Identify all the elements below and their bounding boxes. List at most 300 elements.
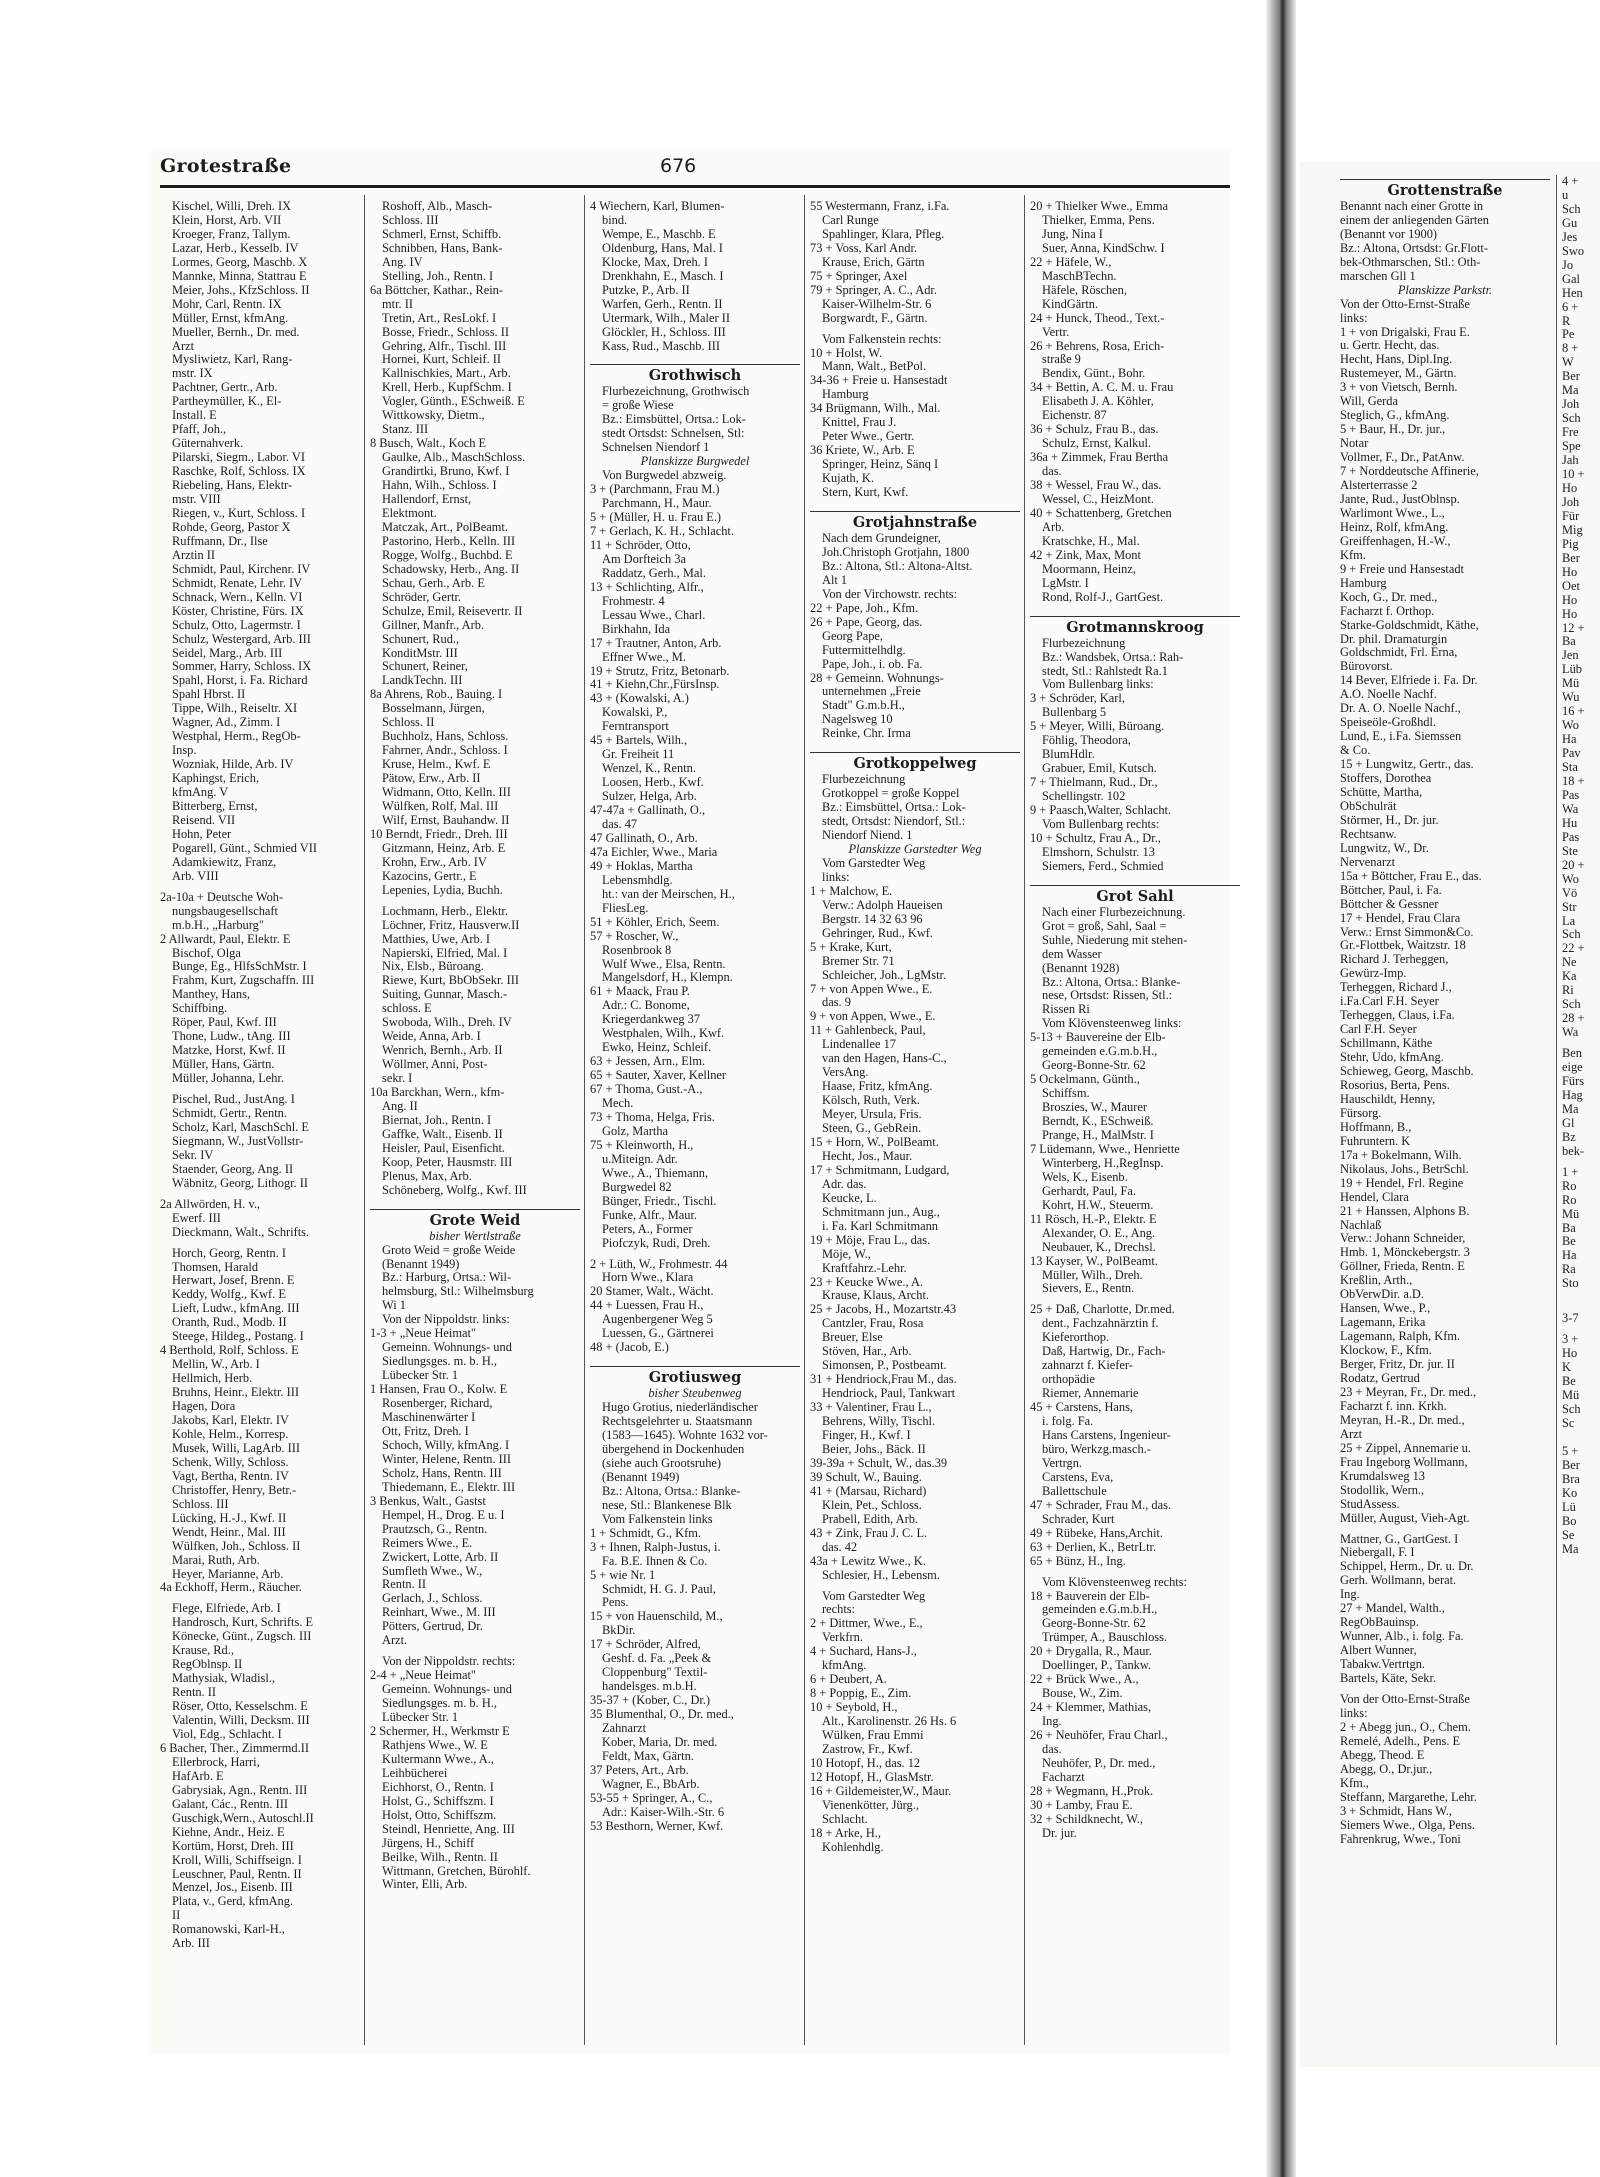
page-header — [160, 155, 1230, 188]
directory-entry: u. Gertr. Hecht, das. — [1340, 339, 1440, 353]
directory-entry: Arzt — [172, 339, 195, 353]
directory-entry: 35 Blumenthal, O., Dr. med., — [590, 1708, 734, 1722]
directory-entry: Winter, Helene, Rentn. III — [382, 1452, 512, 1466]
directory-entry: 24 + Klemmer, Mathias, — [1030, 1701, 1152, 1715]
directory-entry: Reinhart, Wwe., M. III — [382, 1606, 496, 1620]
directory-entry: Guschigk,Wern., Autoschl.II — [172, 1811, 314, 1825]
directory-entry: ht.: van der Meirschen, H., — [602, 887, 735, 901]
directory-entry: Lungwitz, W., Dr. — [1340, 841, 1429, 855]
directory-entry: 1 + — [1562, 1165, 1579, 1179]
directory-entry: Pig — [1562, 537, 1579, 551]
directory-entry: 65 + Sauter, Xaver, Kellner — [590, 1069, 727, 1083]
directory-entry: Ste — [1562, 844, 1578, 858]
directory-entry: Vom Klövensteenweg rechts: — [1042, 1575, 1187, 1589]
directory-entry: Schmitmann jun., Aug., — [822, 1205, 940, 1219]
directory-entry: Mattner, G., GartGest. I — [1340, 1532, 1459, 1546]
directory-entry: Wagner, Ad., Zimm. I — [172, 716, 281, 730]
directory-entry: Gitzmann, Heinz, Arb. E — [382, 841, 506, 855]
directory-entry: 28 + Gemeinn. Wohnungs- — [810, 671, 944, 685]
directory-entry: stedt, Ortsdst: Niendorf, Stl.: — [822, 815, 966, 829]
directory-entry: Bullenbarg 5 — [1042, 706, 1107, 720]
section-rule — [1030, 885, 1240, 886]
directory-entry: Riewe, Kurt, BbObSekr. III — [382, 974, 519, 988]
directory-entry: Carl F.H. Seyer — [1340, 1023, 1417, 1037]
directory-entry: Stern, Kurt, Kwf. — [822, 486, 909, 500]
directory-entry: Pätow, Erw., Arb. II — [382, 772, 481, 786]
directory-entry: La — [1562, 914, 1576, 928]
directory-entry: Carstens, Eva, — [1042, 1470, 1114, 1484]
directory-entry: 16 + Gildemeister,W., Maur. — [810, 1784, 952, 1798]
directory-entry: Matthies, Uwe, Arb. I — [382, 932, 491, 946]
directory-entry: 17 + Trautner, Anton, Arb. — [590, 636, 722, 650]
directory-entry: 2 Allwardt, Paul, Elektr. E — [160, 932, 291, 946]
directory-entry: Sch — [1562, 998, 1581, 1012]
directory-entry: Ho — [1562, 593, 1578, 607]
directory-entry: Steege, Hildeg., Postang. I — [172, 1330, 304, 1344]
directory-entry: Schrader, Kurt — [1042, 1512, 1115, 1526]
directory-entry: 30 + Lamby, Frau E. — [1030, 1798, 1133, 1812]
directory-entry: Daß, Hartwig, Dr., Fach- — [1042, 1345, 1166, 1359]
directory-entry: Hecht, Jos., Maur. — [822, 1149, 913, 1163]
directory-entry: Wwe., A., Thiemann, — [602, 1166, 709, 1180]
directory-entry: Zastrow, Fr., Kwf. — [822, 1742, 913, 1756]
directory-entry: Schmidt, Paul, Kirchenr. IV — [172, 562, 311, 576]
directory-entry: Lieft, Ludw., kfmAng. III — [172, 1302, 300, 1316]
directory-entry: Sc — [1562, 1416, 1575, 1430]
directory-entry: 20 + Drygalla, R., Maur. — [1030, 1645, 1152, 1659]
directory-entry: Carl Runge — [822, 213, 879, 227]
directory-entry: Bz.: Eimsbüttel, Ortsa.: Lok- — [822, 801, 966, 815]
directory-entry: Augenbergener Weg 5 — [602, 1313, 713, 1327]
directory-entry: Georg-Bonne-Str. 62 — [1042, 1059, 1146, 1073]
directory-entry: Westphal, Herm., RegOb- — [172, 730, 301, 744]
directory-entry: 18 + — [1562, 774, 1585, 788]
directory-entry: bind. — [602, 213, 628, 227]
directory-entry: 47 Gallinath, O., Arb. — [590, 831, 698, 845]
directory-entry: Grotkoppel = große Koppel — [822, 787, 960, 801]
directory-entry: Elisabeth J. A. Köhler, — [1042, 395, 1154, 409]
directory-entry: Rentn. II — [382, 1578, 427, 1592]
directory-entry: Jen — [1562, 649, 1579, 663]
directory-entry: Grandirtki, Bruno, Kwf. I — [382, 465, 510, 479]
directory-entry: Schütte, Martha, — [1340, 785, 1423, 799]
blank-line — [1340, 1686, 1550, 1693]
directory-entry: 2-4 + „Neue Heimat" — [370, 1669, 476, 1683]
directory-entry: Be — [1562, 1375, 1576, 1389]
directory-entry: Arzt — [1340, 1427, 1363, 1441]
directory-entry: Goldschmidt, Frl. Erna, — [1340, 646, 1458, 660]
blank-line — [1340, 1526, 1550, 1533]
directory-entry: Dieckmann, Walt., Schrifts. — [172, 1225, 310, 1239]
blank-line — [810, 326, 1020, 333]
directory-entry: Stodollik, Wern., — [1340, 1483, 1425, 1497]
directory-entry: Swoboda, Wilh., Dreh. IV — [382, 1016, 512, 1030]
directory-entry: Riebeling, Hans, Elektr- — [172, 479, 293, 493]
street-section-title: Grothwisch — [648, 367, 742, 385]
directory-entry: Schulz, Ernst, Kalkul. — [1042, 437, 1152, 451]
directory-entry: Hamburg — [822, 388, 869, 402]
directory-entry: K — [1562, 1361, 1571, 1375]
directory-entry: Haase, Fritz, kfmAng. — [822, 1080, 933, 1094]
directory-entry: 73 + Thoma, Helga, Fris. — [590, 1111, 715, 1124]
directory-entry: 24 + Hunck, Theod., Text.- — [1030, 311, 1165, 325]
directory-entry: 63 + Derlien, K., BetrLtr. — [1030, 1540, 1157, 1554]
directory-entry: II — [172, 1909, 181, 1923]
directory-entry: Ro — [1562, 1193, 1577, 1207]
directory-entry: Adamkiewitz, Franz, — [172, 855, 277, 869]
directory-entry: FliesLeg. — [602, 901, 649, 915]
directory-entry: Sievers, E., Rentn. — [1042, 1282, 1135, 1296]
directory-entry: Gabrysiak, Agn., Rentn. III — [172, 1783, 308, 1797]
street-section-title: Grot Sahl — [1096, 887, 1174, 905]
directory-entry: Valentin, Willi, Decksm. III — [172, 1714, 310, 1728]
directory-entry: Gemeinn. Wohnungs- und — [382, 1683, 512, 1697]
directory-entry: Lochmann, Herb., Elektr. — [382, 904, 508, 918]
directory-entry: Handrosch, Kurt, Schrifts. E — [172, 1616, 314, 1630]
directory-entry: 25 + Zippel, Annemarie u. — [1340, 1441, 1471, 1455]
directory-entry: Gl — [1562, 1116, 1575, 1130]
directory-entry: KonditMstr. III — [382, 646, 458, 660]
directory-entry: Breuer, Else — [822, 1331, 883, 1345]
directory-entry: Ewerf. III — [172, 1211, 221, 1225]
directory-entry: Moormann, Heinz, — [1042, 562, 1136, 576]
directory-entry: Jante, Rud., JustOblnsp. — [1340, 492, 1460, 506]
directory-entry: Sch — [1562, 1403, 1581, 1417]
directory-entry: Jürgens, H., Schiff — [382, 1836, 475, 1850]
directory-entry: Burgwedel 82 — [602, 1180, 672, 1194]
directory-entry: Vom Falkenstein links — [602, 1512, 713, 1526]
directory-entry: Ferntransport — [602, 720, 669, 734]
directory-entry: mtr. II — [382, 297, 413, 311]
directory-entry: Klein, Horst, Arb. VII — [172, 213, 282, 227]
directory-entry: Neuhöfer, P., Dr. med., — [1042, 1756, 1156, 1770]
directory-entry: Musek, Willi, LagArb. III — [172, 1441, 300, 1455]
directory-entry: Bendix, Günt., Bohr. — [1042, 367, 1146, 381]
directory-entry: 27 + Mandel, Walth., — [1340, 1602, 1445, 1616]
directory-entry: Alsterterrasse 2 — [1340, 479, 1418, 493]
directory-entry: Holst, G., Schiffszm. I — [382, 1794, 494, 1808]
directory-entry: Rosorius, Berta, Pens. — [1340, 1079, 1450, 1092]
directory-entry: 2 + Abegg jun., O., Chem. — [1340, 1720, 1471, 1734]
directory-entry: 19 + Hendel, Frl. Regine — [1340, 1176, 1464, 1190]
directory-entry: 5 + — [1562, 1444, 1579, 1458]
directory-entry: Krause, Klaus, Archt. — [822, 1289, 930, 1303]
directory-entry: Güternahverk. — [172, 437, 244, 451]
directory-entry: Holst, Otto, Schiffszm. — [382, 1808, 497, 1822]
directory-entry: Prange, H., MalMstr. I — [1042, 1129, 1154, 1142]
directory-entry: 2a-10a + Deutsche Woh- — [160, 890, 284, 904]
directory-entry: Prautzsch, G., Rentn. — [382, 1522, 488, 1536]
directory-entry: 15 + von Hauenschild, M., — [590, 1610, 723, 1624]
directory-entry: Kowalski, P., — [602, 706, 668, 720]
directory-entry: Vom Bullenbarg rechts: — [1042, 817, 1160, 831]
directory-entry: Notar — [1340, 437, 1369, 451]
directory-entry: Parchmann, H., Maur. — [602, 497, 712, 511]
directory-entry: Drenkhahn, E., Masch. I — [602, 269, 724, 283]
directory-entry: Ing. — [1340, 1588, 1360, 1602]
blank-line — [370, 1198, 580, 1205]
directory-entry: 9 + von Appen, Wwe., E. — [810, 1010, 936, 1024]
directory-entry: Ka — [1562, 970, 1577, 984]
directory-entry: Bruhns, Heinr., Elektr. III — [172, 1386, 299, 1400]
directory-entry: i.Fa.Carl F.H. Seyer — [1340, 995, 1439, 1009]
directory-entry: 7 + Norddeutsche Affinerie, — [1340, 465, 1479, 479]
directory-entry: 5 + (Müller, H. u. Frau E.) — [590, 511, 722, 525]
directory-entry: Manthey, Hans, — [172, 988, 250, 1002]
directory-entry: 10 + Schultz, Frau A., Dr., — [1030, 831, 1161, 845]
directory-entry: Bz.: Altona, Ortsdst: Gr.Flott- — [1340, 241, 1489, 255]
directory-entry: 23 + Keucke Wwe., A. — [810, 1275, 924, 1289]
directory-entry: Nachlaß — [1340, 1218, 1382, 1232]
directory-entry: Klockow, F., Kfm. — [1340, 1344, 1432, 1358]
directory-entry: Greiffenhagen, H.-W., — [1340, 534, 1451, 548]
directory-entry: Schadowsky, Herb., Ang. II — [382, 562, 520, 576]
directory-entry: 8a Ahrens, Rob., Bauing. I — [370, 688, 503, 702]
directory-entry: 36 Kriete, W., Arb. E — [810, 444, 915, 458]
directory-entry: Warlimont Wwe., L., — [1340, 506, 1445, 520]
directory-entry: Facharzt — [1042, 1770, 1085, 1784]
directory-entry: Borgwardt, F., Gärtn. — [822, 311, 928, 325]
directory-entry: 45 + Bartels, Wilh., — [590, 734, 688, 748]
directory-entry: Fuhruntern. K — [1340, 1134, 1411, 1148]
directory-entry: Berndt, K., ESchweiß. — [1042, 1115, 1154, 1129]
directory-entry: Krause, Erich, Gärtn — [822, 255, 925, 269]
directory-entry: Stelling, Joh., Rentn. I — [382, 269, 494, 283]
directory-entry: Bünger, Friedr., Tischl. — [602, 1194, 717, 1208]
blank-line — [810, 500, 1020, 507]
directory-entry: 19 + Möje, Frau L., das. — [810, 1233, 931, 1247]
directory-entry: Schillmann, Käthe — [1340, 1037, 1433, 1051]
directory-entry: 73 + Voss, Karl Andr. — [810, 241, 918, 255]
directory-entry: 67 + Thoma, Gust.-A., — [590, 1083, 703, 1097]
directory-entry: Arb. VIII — [172, 869, 219, 883]
directory-entry: 9 + Freie und Hansestadt — [1340, 562, 1464, 576]
directory-entry: Kohlenhdlg. — [822, 1840, 884, 1854]
directory-entry: Schmidt, Renate, Lehr. IV — [172, 576, 303, 590]
directory-entry: Bartels, Käte, Sekr. — [1340, 1672, 1437, 1686]
directory-entry: Schulz, Westergard, Arb. III — [172, 632, 311, 646]
directory-entry: 3 + Ihnen, Ralph-Justus, i. — [590, 1540, 721, 1554]
directory-entry: das. — [1042, 465, 1062, 479]
directory-entry: Stoffers, Dorothea — [1340, 772, 1432, 786]
directory-entry: Luessen, G., Gärtnerei — [602, 1327, 714, 1341]
directory-entry: Utermark, Wilh., Maler II — [602, 311, 730, 325]
directory-entry: Wu — [1562, 691, 1580, 705]
directory-entry: Rathjens Wwe., W. E — [382, 1738, 488, 1752]
blank-line — [810, 1583, 1020, 1590]
directory-entry: (Benannt vor 1900) — [1340, 227, 1438, 241]
directory-entry: Heisler, Paul, Eisenficht. — [382, 1141, 506, 1155]
directory-entry: Hecht, Hans, Dipl.Ing. — [1340, 353, 1453, 367]
directory-entry: (Benannt 1949) — [602, 1470, 680, 1484]
directory-entry: Partheymüller, K., El- — [172, 395, 282, 409]
directory-entry: Wülfken, Rolf, Mal. III — [382, 799, 499, 813]
directory-entry: Ne — [1562, 956, 1577, 970]
directory-entry: Vogler, Günth., ESchweiß. E — [382, 395, 525, 409]
blank-line — [1562, 1040, 1600, 1047]
directory-entry: links: — [822, 870, 850, 884]
directory-entry: Lüb — [1562, 663, 1582, 677]
directory-entry: bek-Othmarschen, Stl.: Oth- — [1340, 255, 1481, 269]
directory-entry: Speiseöle-Großhdl. — [1340, 716, 1437, 730]
directory-entry: Frohmestr. 4 — [602, 594, 665, 608]
directory-entry: Ang. II — [382, 1100, 418, 1113]
directory-entry: 3 Benkus, Walt., Gastst — [370, 1494, 486, 1508]
directory-entry: 4 Berthold, Rolf, Schloss. E — [160, 1344, 299, 1358]
directory-entry: Bz.: Altona, Stl.: Altona-Altst. — [822, 559, 973, 573]
directory-entry: 44 + Luessen, Frau H., — [590, 1299, 704, 1313]
directory-entry: 25 + Daß, Charlotte, Dr.med. — [1030, 1303, 1175, 1317]
directory-entry: Schnelsen Niendorf 1 — [602, 441, 710, 455]
directory-entry: Von der Nippoldstr. links: — [382, 1313, 510, 1327]
directory-entry: Pav — [1562, 747, 1581, 761]
directory-entry: Scholz, Karl, MaschSchl. E — [172, 1120, 309, 1134]
directory-entry: 47a Eichler, Wwe., Maria — [590, 845, 718, 859]
directory-entry: Steindl, Henriette, Ang. III — [382, 1822, 515, 1836]
directory-entry: Frau Ingeborg Wollmann, — [1340, 1455, 1468, 1469]
directory-entry: Wi 1 — [382, 1299, 406, 1313]
directory-entry: straße 9 — [1042, 353, 1081, 367]
directory-entry: Kaphingst, Erich, — [172, 772, 260, 786]
directory-entry: 21 + Hanssen, Alphons B. — [1340, 1204, 1470, 1218]
directory-entry: Mysliwietz, Karl, Rang- — [172, 353, 293, 367]
directory-entry: Nagelsweg 10 — [822, 713, 893, 727]
directory-entry: 13 Kayser, W., PolBeamt. — [1030, 1254, 1158, 1268]
directory-entry: 22 + — [1562, 942, 1585, 956]
directory-entry: Rohde, Georg, Pastor X — [172, 520, 291, 534]
directory-entry: 6 Bacher, Ther., Zimmermd.II — [160, 1741, 309, 1755]
directory-entry: Sto — [1562, 1277, 1579, 1291]
directory-entry: Bra — [1562, 1472, 1580, 1486]
directory-entry: Hauschildt, Henny, — [1340, 1092, 1436, 1106]
directory-entry: 49 + Hoklas, Martha — [590, 859, 693, 873]
directory-entry: Warfen, Gerh., Rentn. II — [602, 297, 723, 311]
directory-entry: Marai, Ruth, Arb. — [172, 1553, 260, 1567]
directory-entry: 34 + Bettin, A. C. M. u. Frau — [1030, 381, 1174, 395]
directory-entry: Mü — [1562, 677, 1580, 691]
blank-line — [160, 1086, 360, 1093]
directory-entry: Raschke, Rolf, Schloss. IX — [172, 465, 306, 479]
section-note: bisher Wertlstraße — [429, 1228, 521, 1243]
directory-entry: Vö — [1562, 886, 1578, 900]
directory-entry: Suhle, Niederung mit stehen- — [1042, 933, 1188, 947]
directory-entry: i. folg. Fa. — [1042, 1415, 1094, 1429]
directory-entry: Keucke, L. — [822, 1191, 877, 1205]
column-3 — [590, 200, 800, 2050]
directory-entry: Glöckler, H., Schloss. III — [602, 325, 726, 339]
directory-entry: Mohr, Carl, Rentn. IX — [172, 297, 282, 311]
street-section-title: Grote Weid — [429, 1211, 521, 1229]
directory-entry: 34 Brügmann, Wilh., Mal. — [810, 402, 941, 416]
directory-entry: 22 + Häfele, W., — [1030, 255, 1112, 269]
directory-entry: Kortüm, Horst, Dreh. III — [172, 1839, 294, 1853]
directory-entry: stedt, Stl.: Rahlstedt Ra.1 — [1042, 664, 1168, 678]
directory-entry: Elmshorn, Schulstr. 13 — [1042, 845, 1155, 859]
directory-entry: Knittel, Frau J. — [822, 416, 897, 430]
directory-entry: Funke, Alfr., Maur. — [602, 1208, 697, 1222]
directory-entry: Schippel, Herm., Dr. u. Dr. — [1340, 1560, 1474, 1574]
directory-entry: 12 + — [1562, 621, 1585, 635]
directory-entry: 17 + Schröder, Alfred, — [590, 1638, 701, 1652]
directory-entry: 1 + Malchow, E. — [810, 884, 893, 898]
directory-entry: 43 + Zink, Frau J. C. L. — [810, 1526, 928, 1540]
blank-line — [1030, 1569, 1240, 1576]
directory-entry: Hendriock, Paul, Tankwart — [822, 1387, 956, 1401]
directory-entry: Riemer, Annemarie — [1042, 1387, 1139, 1401]
directory-entry: nungsbaugesellschaft — [172, 904, 278, 918]
directory-entry: Lund, E., i.Fa. Siemssen — [1340, 730, 1462, 744]
directory-entry: mstr. VIII — [172, 493, 221, 507]
directory-entry: Ho — [1562, 1347, 1578, 1361]
directory-entry: Viol, Edg., Schlacht. I — [172, 1727, 282, 1741]
column-divider — [804, 195, 805, 2045]
directory-entry: Wessel, C., HeizMont. — [1042, 493, 1154, 507]
directory-entry: Möje, W., — [822, 1247, 871, 1261]
directory-entry: Siemers Wwe., Olga, Pens. — [1340, 1818, 1476, 1832]
directory-entry: 22 + Pape, Joh., Kfm. — [810, 601, 919, 615]
directory-entry: Siedlungsges. m. b. H., — [382, 1697, 497, 1711]
directory-entry: Zahnarzt — [602, 1722, 647, 1736]
directory-entry: Ha — [1562, 733, 1577, 747]
directory-entry: KindGärtn. — [1042, 297, 1099, 311]
directory-entry: Ri — [1562, 984, 1574, 998]
directory-entry: Wa — [1562, 802, 1579, 816]
directory-entry: Rosenberger, Richard, — [382, 1397, 493, 1411]
directory-entry: 16 + — [1562, 705, 1585, 719]
directory-entry: 7 Lüdemann, Wwe., Henriette — [1030, 1142, 1180, 1156]
directory-entry: Alt., Karolinenstr. 26 Hs. 6 — [822, 1715, 957, 1729]
directory-entry: 31 + Hendriock,Frau M., das. — [810, 1373, 957, 1387]
section-rule — [370, 1209, 580, 1210]
directory-entry: Fa. B.E. Ihnen & Co. — [602, 1554, 708, 1568]
directory-entry: Vagt, Bertha, Rentn. IV — [172, 1469, 289, 1483]
directory-entry: Bouse, W., Zim. — [1042, 1687, 1123, 1701]
directory-entry: W — [1562, 356, 1574, 370]
directory-entry: Pas — [1562, 830, 1580, 844]
directory-entry: Thomsen, Harald — [172, 1260, 259, 1274]
directory-entry: 3 + (Parchmann, Frau M.) — [590, 483, 720, 497]
directory-entry: 17a + Bokelmann, Wilh. — [1340, 1148, 1462, 1162]
directory-entry: A.O. Noelle Nachf. — [1340, 688, 1437, 702]
directory-entry: Niebergall, F. I — [1340, 1546, 1415, 1560]
directory-entry: Pischel, Rud., JustAng. I — [172, 1093, 295, 1107]
section-rule — [1030, 616, 1240, 617]
directory-entry: 75 + Springer, Axel — [810, 269, 908, 283]
directory-entry: Ber — [1562, 551, 1580, 565]
directory-entry: 36a + Zimmek, Frau Bertha — [1030, 451, 1169, 465]
directory-entry: Richard J. Terheggen, — [1340, 953, 1449, 967]
directory-entry: Ra — [1562, 1263, 1576, 1277]
directory-entry: Pas — [1562, 788, 1580, 802]
directory-entry: Hagen, Dora — [172, 1400, 236, 1414]
directory-entry: Plata, v., Gerd, kfmAng. — [172, 1895, 294, 1909]
book-gutter — [1266, 0, 1296, 2177]
directory-entry: 3 + Schröder, Karl, — [1030, 692, 1125, 706]
directory-entry: Schunert, Rud., — [382, 632, 460, 646]
directory-entry: Wülfken, Joh., Schloss. II — [172, 1539, 301, 1553]
directory-entry: Doellinger, P., Tankw. — [1042, 1659, 1152, 1673]
directory-entry: Vom Garstedter Weg — [822, 856, 926, 870]
directory-entry: Schau, Gerh., Arb. E — [382, 576, 485, 590]
directory-entry: Häfele, Röschen, — [1042, 283, 1127, 297]
column-7 — [1562, 175, 1600, 2055]
directory-entry: Dr. phil. Dramaturgin — [1340, 632, 1448, 646]
directory-entry: Müller, August, Vieh-Agt. — [1340, 1511, 1470, 1525]
directory-entry: Wittmann, Gretchen, Bürohlf. — [382, 1864, 531, 1878]
directory-entry: Bz.: Harburg, Ortsa.: Wil- — [382, 1271, 512, 1285]
directory-entry: RegOblnsp. II — [172, 1658, 243, 1672]
directory-entry: Hohn, Peter — [172, 827, 232, 841]
